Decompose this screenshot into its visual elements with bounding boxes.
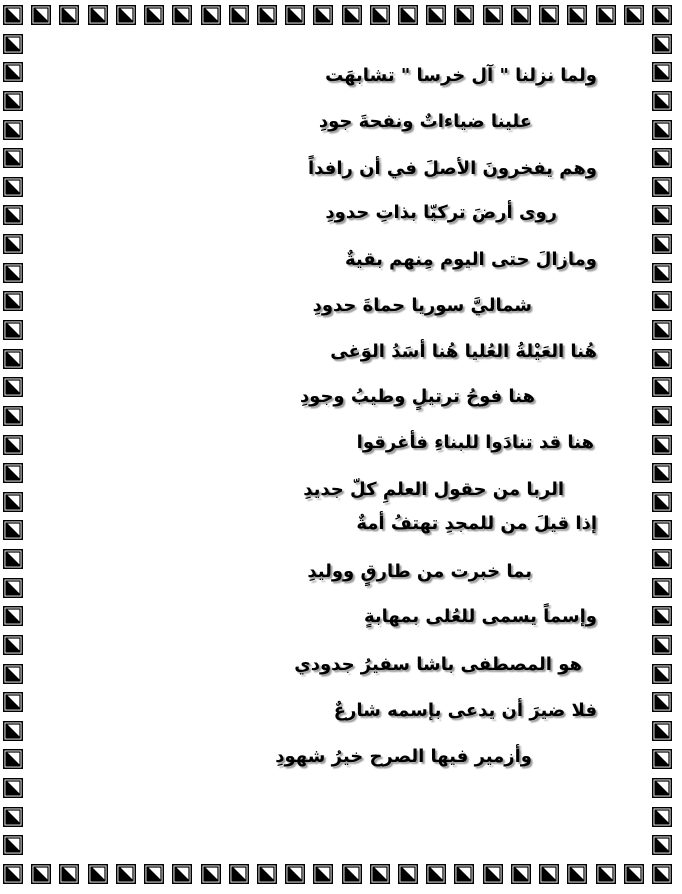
poem-line-12: بما خبرت من طارقٍ ووليدِ [307, 561, 532, 582]
poem-line-3: وهم يفخرونَ الأصلَ في أن رافداً [307, 158, 597, 179]
poem-line-11: إذا قيلَ من للمجدِ تهتفُ أمةٌ [356, 513, 597, 534]
poem-line-14: هو المصطفى باشا سفيرُ جدودي [294, 654, 582, 675]
poem-line-9: هنا قد تنادَوا للبناءِ فأغرقوا [356, 432, 594, 453]
poem-line-7: هُنا العَيْلةُ العُليا هُنا أسَدُ الوَغى [330, 341, 597, 362]
poem-line-6: شماليَّ سوريا حماةَ حدودِ [312, 295, 532, 316]
poem-line-4: روى أرضَ تركيّا بذاتِ حدودِ [325, 202, 557, 223]
poem-line-8: هنا فوحُ ترتيلٍ وطيبُ وجودِ [299, 386, 535, 407]
poem-line-15: فلا ضيرَ أن يدعى بإسمه شارعٌ [333, 700, 597, 721]
poem-line-2: علينا ضياءاتٌ ونفحةَ جودِ [318, 111, 532, 132]
poem-line-5: ومازالَ حتى اليوم مِنهم بقيةٌ [344, 249, 597, 270]
poem-line-10: الربا من حقول العلمِ كلّ جديدِ [303, 479, 564, 500]
poem-line-16: وأزمير فيها الصرح خيرُ شهودِ [275, 746, 532, 767]
poem-line-13: وإسماً يسمى للعُلى بمهابةٍ [363, 606, 597, 627]
poem-line-1: ولما نزلنا " آل خرسا " تشابهَت [325, 65, 597, 86]
